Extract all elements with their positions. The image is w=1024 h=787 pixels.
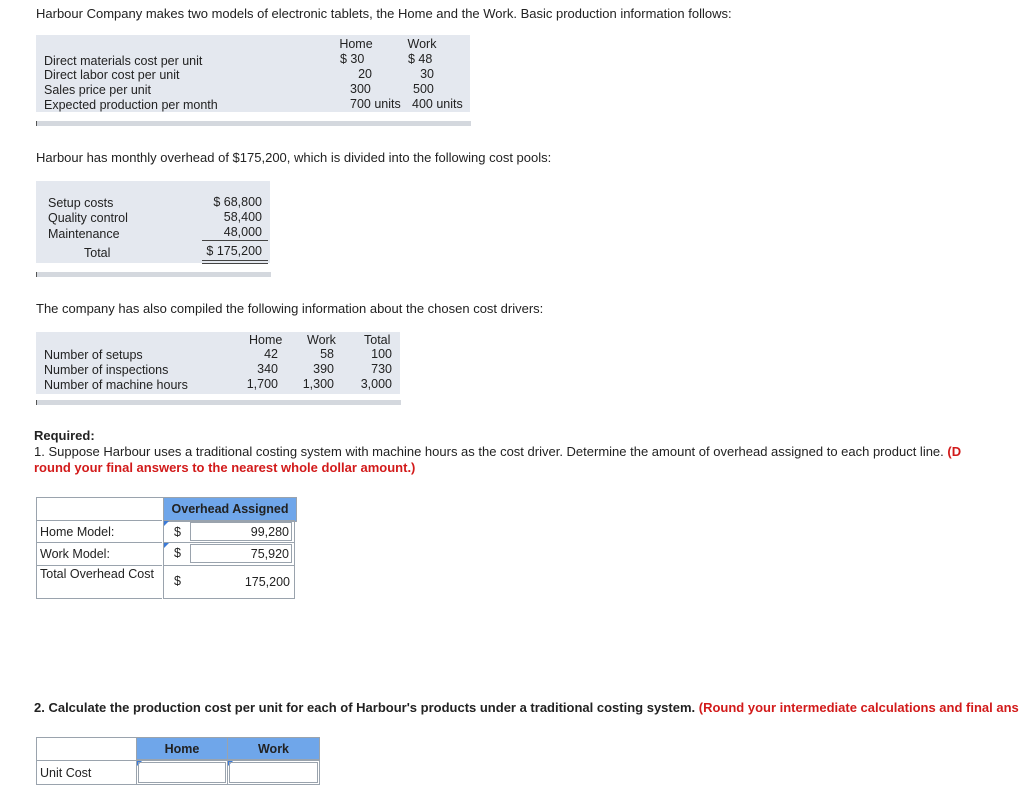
drivers-header-home: Home xyxy=(249,333,283,347)
home-overhead-input[interactable]: 99,280 xyxy=(190,522,292,541)
driver-total-value: 730 xyxy=(371,362,392,376)
driver-home-value: 1,700 xyxy=(246,377,278,391)
pool-label: Setup costs xyxy=(48,196,114,210)
overhead-assigned-table xyxy=(36,497,296,601)
currency-symbol: $ xyxy=(174,525,181,539)
driver-label: Number of setups xyxy=(44,348,143,362)
overhead-table-corner xyxy=(36,497,163,520)
question-1-instruction-line2: round your final answers to the nearest whole dollar amount.) xyxy=(34,460,416,475)
work-unit-cost-cell xyxy=(227,760,320,785)
production-home-value: 300 xyxy=(350,82,371,96)
cost-pools-table-footer xyxy=(36,272,271,277)
pool-value: $ 68,800 xyxy=(213,195,262,209)
driver-work-value: 1,300 xyxy=(302,377,334,391)
unit-cost-header-work: Work xyxy=(227,737,320,760)
pool-total-label: Total xyxy=(84,246,111,260)
driver-label: Number of machine hours xyxy=(44,378,188,392)
driver-total-value: 100 xyxy=(371,347,392,361)
question-2-instruction: (Round your intermediate calculations and final ans xyxy=(698,700,1019,715)
driver-home-value: 340 xyxy=(257,362,278,376)
pool-value: 58,400 xyxy=(223,210,262,224)
production-row-label: Direct materials cost per unit xyxy=(44,54,203,68)
currency-symbol: $ xyxy=(174,546,181,560)
home-unit-cost-cell xyxy=(136,760,228,785)
pool-label: Quality control xyxy=(48,211,128,225)
work-overhead-input[interactable]: 75,920 xyxy=(190,544,292,563)
drivers-header-work: Work xyxy=(307,333,336,347)
pool-total-double-rule xyxy=(202,260,268,264)
home-model-label: Home Model: xyxy=(36,520,162,543)
production-work-value: 400 units xyxy=(412,97,463,111)
question-2-text xyxy=(34,700,1019,715)
cost-drivers-table-footer xyxy=(36,400,401,405)
required-heading: Required: xyxy=(34,428,95,443)
production-row-label: Expected production per month xyxy=(44,98,218,112)
currency-symbol: $ xyxy=(174,574,181,588)
home-overhead-cell xyxy=(163,520,295,543)
production-work-value: $ 48 xyxy=(408,52,433,66)
production-table-footer xyxy=(36,121,471,126)
total-overhead-value: 175,200 xyxy=(244,575,290,589)
question-1-text xyxy=(34,444,961,459)
driver-work-value: 390 xyxy=(313,362,334,376)
production-header-home: Home xyxy=(339,37,373,51)
question-1-instruction: (D xyxy=(947,444,962,459)
work-model-label: Work Model: xyxy=(36,543,162,566)
pool-value: 48,000 xyxy=(223,225,262,239)
work-overhead-cell xyxy=(163,543,295,566)
total-overhead-label: Total Overhead Cost xyxy=(36,566,162,599)
production-row-label: Sales price per unit xyxy=(44,83,152,97)
answer-flag-icon xyxy=(164,543,169,548)
overhead-assigned-header: Overhead Assigned xyxy=(163,497,297,522)
driver-home-value: 42 xyxy=(264,347,278,361)
production-work-value: 30 xyxy=(420,67,434,81)
home-unit-cost-input[interactable] xyxy=(138,762,226,783)
intro-text: Harbour Company makes two models of electronic tablets, the Home and the Work. Basic production information follows: xyxy=(36,6,732,21)
production-home-value: 700 units xyxy=(350,97,401,111)
overhead-intro-text: Harbour has monthly overhead of $175,200, which is divided into the following cost pools: xyxy=(36,150,552,165)
unit-cost-label: Unit Cost xyxy=(36,760,136,785)
pool-label: Maintenance xyxy=(48,227,120,241)
pool-total-value: $ 175,200 xyxy=(206,244,262,258)
production-row-label: Direct labor cost per unit xyxy=(44,68,180,82)
unit-cost-header-home: Home xyxy=(136,737,228,760)
total-overhead-cell xyxy=(163,566,295,599)
drivers-header-total: Total xyxy=(364,333,391,347)
answer-flag-icon xyxy=(164,521,169,526)
production-home-value: 20 xyxy=(358,67,372,81)
driver-total-value: 3,000 xyxy=(360,377,392,391)
driver-label: Number of inspections xyxy=(44,363,169,377)
production-header-work: Work xyxy=(407,37,437,51)
production-home-value: $ 30 xyxy=(340,52,365,66)
question-1-prompt: 1. Suppose Harbour uses a traditional costing system with machine hours as the cost driver. Determine the amount of overhead assigned to each product line. xyxy=(34,444,948,459)
driver-work-value: 58 xyxy=(320,347,334,361)
pool-subtotal-rule xyxy=(202,240,268,241)
unit-cost-table xyxy=(36,737,321,787)
unit-cost-table-corner xyxy=(36,737,137,760)
question-2-prompt: 2. Calculate the production cost per unit for each of Harbour's products under a traditional costing system. xyxy=(34,700,699,715)
work-unit-cost-input[interactable] xyxy=(229,762,318,783)
production-work-value: 500 xyxy=(413,82,434,96)
drivers-intro-text: The company has also compiled the following information about the chosen cost drivers: xyxy=(36,301,544,316)
